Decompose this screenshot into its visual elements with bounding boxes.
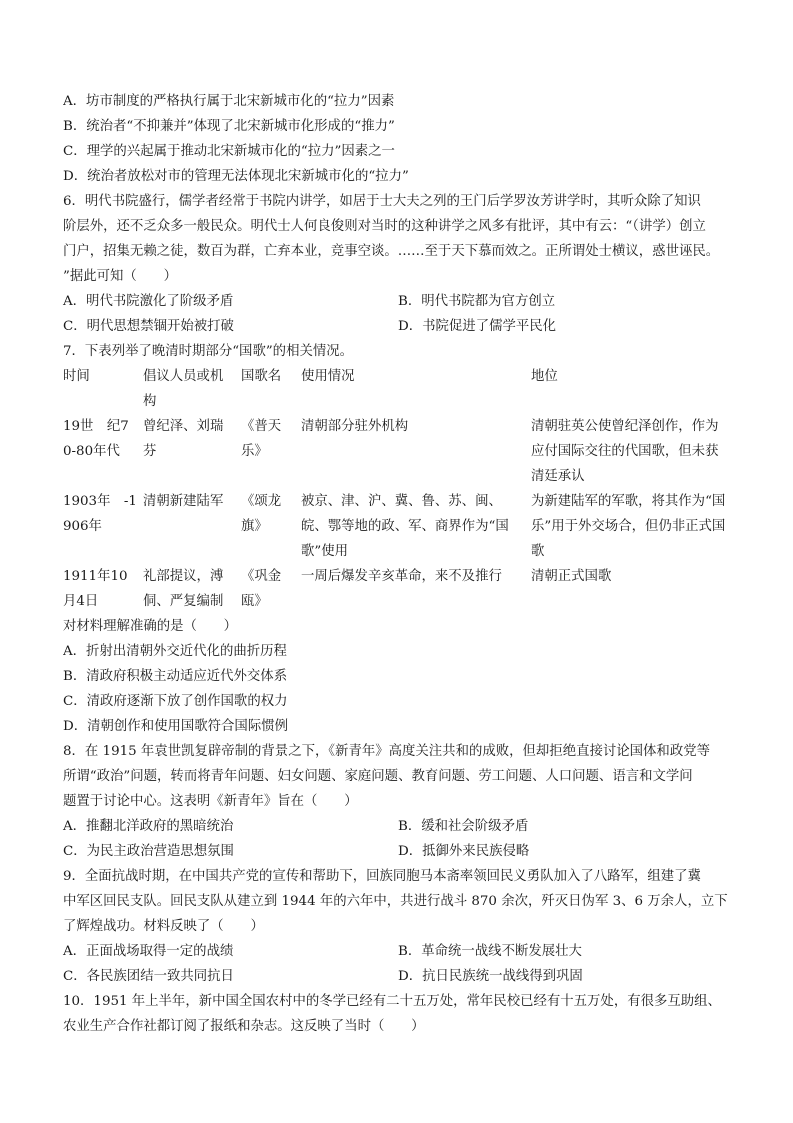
table-cell: 《普天乐》 <box>241 419 282 459</box>
question-8 <box>63 739 731 864</box>
q7-option-b: B．清政府积极主动适应近代外交体系 <box>63 669 288 684</box>
table-header-cell: 时间 <box>63 369 90 384</box>
table-row <box>63 564 731 614</box>
q9-stem-line: 了辉煌战功。材料反映了（ ） <box>63 919 264 934</box>
question-column <box>63 89 731 1039</box>
question-7 <box>63 339 731 739</box>
q9-stem-line: 中军区回民支队。回民支队从建立到 1944 年的六年中，共进行战斗 870 余次，歼灭日伪军 3、6 万余人，立下 <box>63 894 728 909</box>
table-row <box>63 414 731 489</box>
table-cell: 礼部提议，溥侗、严复编制 <box>143 569 224 609</box>
q8-option-a: A．推翻北洋政府的黑暗统治 <box>63 819 234 834</box>
table-row <box>63 489 731 564</box>
q6-stem-line: ”据此可知（ ） <box>63 269 177 284</box>
q9-option-b: B．革命统一战线不断发展壮大 <box>398 944 582 959</box>
q6-option-c: C．明代思想禁锢开始被打破 <box>63 319 234 334</box>
q6-options-row <box>63 289 731 314</box>
q8-options-row <box>63 814 731 839</box>
table-cell: 19世 纪70-80年代 <box>63 419 129 459</box>
table-cell: 一周后爆发辛亥革命，来不及推行 <box>301 569 502 584</box>
q5-option-d: D．统治者放松对市的管理无法体现北宋新城市化的“拉力” <box>63 169 409 184</box>
table-cell: 《颂龙旗》 <box>241 494 282 534</box>
table-header-cell: 地位 <box>531 369 558 384</box>
table-header-cell: 国歌名 <box>241 369 282 384</box>
q8-stem-line: 8．在 1915 年袁世凯复辟帝制的背景之下，《新青年》高度关注共和的成败，但却拒绝直接讨论国体和政党等 <box>63 744 710 759</box>
q10-stem-line: 10．1951 年上半年，新中国全国农村中的冬学已经有二十五万处，常年民校已经有十五万处，有很多互助组、 <box>63 994 721 1009</box>
q6-stem-line: 阶层外，还不乏众多一般民众。明代士人何良俊则对当时的这种讲学之风多有批评，其中有云：“（讲学）创立 <box>63 219 706 234</box>
q9-option-a: A．正面战场取得一定的战绩 <box>63 944 234 959</box>
question-9 <box>63 864 731 989</box>
q9-options-row <box>63 964 731 989</box>
q5-option-a: A．坊市制度的严格执行属于北宋新城市化的“拉力”因素 <box>63 94 395 109</box>
q5-options <box>63 89 731 189</box>
q8-option-c: C．为民主政治营造思想氛围 <box>63 844 234 859</box>
question-6 <box>63 189 731 339</box>
q6-stem-line: 门户，招集无赖之徒，数百为群，亡弃本业，竞事空谈。……至于天下慕而效之。正所谓处士横议，惑世诬民。 <box>63 244 720 259</box>
table-header-cell: 使用情况 <box>301 369 355 384</box>
q9-stem-line: 9．全面抗战时期，在中国共产党的宣传和帮助下，回族同胞马本斋率领回民义勇队加入了八路军，组建了冀 <box>63 869 701 884</box>
q8-option-d: D．抵御外来民族侵略 <box>398 844 530 859</box>
q8-option-b: B．缓和社会阶级矛盾 <box>398 819 529 834</box>
q8-stem-line: 所谓“政治”问题，转而将青年问题、妇女问题、家庭问题、教育问题、劳工问题、人口问题、语言和文学问 <box>63 769 693 784</box>
q7-option-d: D．清朝创作和使用国歌符合国际惯例 <box>63 719 288 734</box>
table-cell: 被京、津、沪、冀、鲁、苏、闽、皖、鄂等地的政、军、商界作为“国歌”使用 <box>301 494 509 559</box>
table-cell: 1903年 -1906年 <box>63 494 137 534</box>
table-header-cell: 倡议人员或机构 <box>143 369 224 409</box>
q6-stem-line: 6．明代书院盛行，儒学者经常于书院内讲学，如居于士大夫之列的王门后学罗汝芳讲学时，其听众除了知识 <box>63 194 701 209</box>
q7-option-c: C．清政府逐渐下放了创作国歌的权力 <box>63 694 288 709</box>
table-cell: 曾纪泽、刘瑞芬 <box>143 419 224 459</box>
q8-stem-line: 题置于讨论中心。这表明《新青年》旨在（ ） <box>63 794 358 809</box>
table-cell: 清朝驻英公使曾纪泽创作，作为应付国际交往的代国歌，但未获清廷承认 <box>531 419 719 484</box>
anthem-table <box>63 364 731 614</box>
q6-option-b: B．明代书院都为官方创立 <box>398 294 556 309</box>
table-cell: 为新建陆军的军歌，将其作为“国乐”用于外交场合，但仍非正式国歌 <box>531 494 726 559</box>
table-cell: 清朝新建陆军 <box>143 494 224 509</box>
q6-option-d: D．书院促进了儒学平民化 <box>398 319 557 334</box>
table-cell: 1911年10月4日 <box>63 569 128 609</box>
q9-option-d: D．抗日民族统一战线得到巩固 <box>398 969 583 984</box>
q7-stem: 7．下表列举了晚清时期部分“国歌”的相关情况。 <box>63 344 354 359</box>
q9-options-row <box>63 939 731 964</box>
q9-option-c: C．各民族团结一致共同抗日 <box>63 969 234 984</box>
q7-option-a: A．折射出清朝外交近代化的曲折历程 <box>63 644 287 659</box>
q5-option-c: C．理学的兴起属于推动北宋新城市化的“拉力”因素之一 <box>63 144 395 159</box>
q10-stem-line: 农业生产合作社都订阅了报纸和杂志。这反映了当时（ ） <box>63 1019 425 1034</box>
q6-option-a: A．明代书院激化了阶级矛盾 <box>63 294 234 309</box>
table-cell: 清朝正式国歌 <box>531 569 612 584</box>
question-10 <box>63 989 731 1039</box>
q7-question: 对材料理解准确的是（ ） <box>63 619 238 634</box>
table-cell: 清朝部分驻外机构 <box>301 419 409 434</box>
table-cell: 《巩金瓯》 <box>241 569 282 609</box>
table-header-row <box>63 364 731 414</box>
q8-options-row <box>63 839 731 864</box>
q5-option-b: B．统治者“不抑兼并”体现了北宋新城市化形成的“推力” <box>63 119 395 134</box>
q6-options-row <box>63 314 731 339</box>
